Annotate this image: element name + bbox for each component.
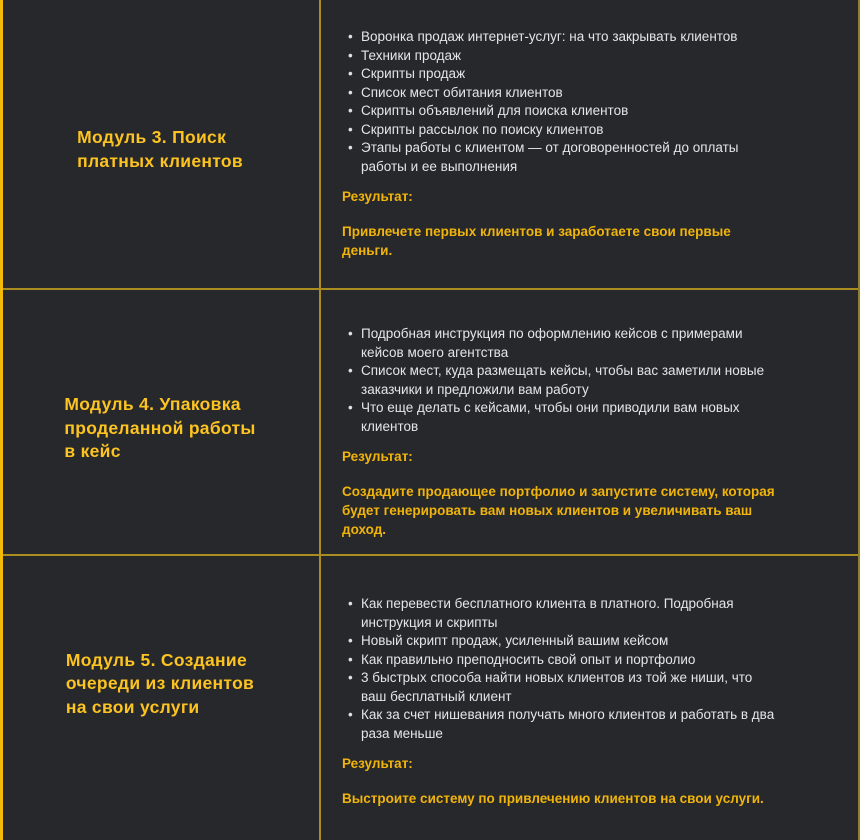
module-3-title-cell	[0, 0, 320, 289]
module-topic: • Список мест, куда размещать кейсы, чтобы вас заметили новые заказчики и предложили вам работу	[342, 362, 777, 399]
module-3-content-cell	[320, 0, 860, 289]
module-topic: • Техники продаж	[342, 47, 777, 66]
row-divider-line	[0, 288, 860, 290]
module-topic: • Воронка продаж интернет-услуг: на что закрывать клиентов	[342, 28, 777, 47]
module-title-line: платных клиентов	[77, 150, 243, 171]
module-4-title-cell	[0, 289, 320, 554]
result-label: Результат:	[342, 756, 413, 771]
row-divider-line	[0, 554, 860, 556]
module-4-content-cell	[320, 289, 860, 554]
module-title-line: очереди из клиентов	[65, 673, 255, 694]
module-topic: • Подробная инструкция по оформлению кейсов с примерами кейсов моего агентства	[342, 325, 777, 362]
module-title-line: в кейс	[64, 441, 121, 462]
column-divider-line	[319, 0, 321, 840]
result-label: Результат:	[342, 189, 413, 204]
module-title-line: на свои услуги	[65, 696, 200, 717]
module-title-line: Модуль 5. Создание	[65, 649, 248, 670]
module-3-topics-list	[342, 28, 777, 176]
module-topic: • Как правильно преподносить свой опыт и портфолио	[342, 651, 777, 670]
module-5-content-cell	[320, 554, 860, 840]
module-topic: • Как перевести бесплатного клиента в платного. Подробная инструкция и скрипты	[342, 595, 777, 632]
result-text: Создадите продающее портфолио и запустите систему, которая будет генерировать вам новых клиентов и увеличивать ваш доход.	[342, 484, 775, 537]
module-topic: • 3 быстрых способа найти новых клиентов из той же ниши, что ваш бесплатный клиент	[342, 669, 777, 706]
module-3-title	[77, 126, 243, 173]
module-title-line: проделанной работы	[64, 417, 256, 438]
module-topic: • Список мест обитания клиентов	[342, 84, 777, 103]
module-topic: • Новый скрипт продаж, усиленный вашим кейсом	[342, 632, 777, 651]
module-4-topics-list	[342, 325, 777, 436]
module-4-title	[64, 393, 255, 464]
result-text: Выстроите систему по привлечению клиентов на свои услуги.	[342, 791, 764, 806]
module-5-topics-list	[342, 595, 777, 743]
module-topic: • Скрипты продаж	[342, 65, 777, 84]
module-5-title	[66, 649, 254, 720]
module-topic: • Как за счет нишевания получать много клиентов и работать в два раза меньше	[342, 706, 777, 743]
result-label: Результат:	[342, 449, 413, 464]
module-topic: • Что еще делать с кейсами, чтобы они приводили вам новых клиентов	[342, 399, 777, 436]
module-topic: • Скрипты объявлений для поиска клиентов	[342, 102, 777, 121]
result-text: Привлечете первых клиентов и заработаете свои первые деньги.	[342, 224, 731, 258]
module-title-line: Модуль 4. Упаковка	[64, 394, 241, 415]
module-topic: • Скрипты рассылок по поиску клиентов	[342, 121, 777, 140]
left-border-line	[0, 0, 3, 840]
module-topic: • Этапы работы с клиентом — от договоренностей до оплаты работы и ее выполнения	[342, 139, 777, 176]
module-5-title-cell	[0, 554, 320, 840]
module-title-line: Модуль 3. Поиск	[77, 127, 227, 147]
